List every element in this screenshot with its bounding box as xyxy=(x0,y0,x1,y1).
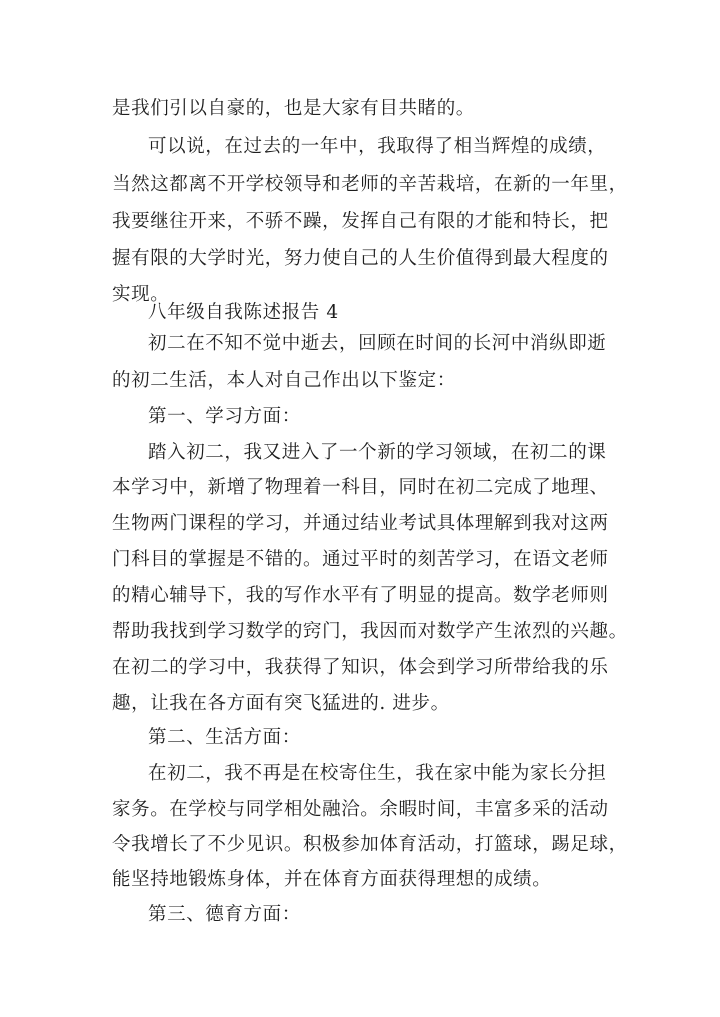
subsection-heading: 第二、生活方面： xyxy=(148,727,301,748)
text-line: 是我们引以自豪的，也是大家有目共睹的。 xyxy=(112,98,475,119)
text-line: 能坚持地锻炼身体，并在体育方面获得理想的成绩。 xyxy=(112,869,552,890)
text-line: 的精心辅导下，我的写作水平有了明显的提高。数学老师则 xyxy=(112,585,609,606)
text-line: 踏入初二，我又进入了一个新的学习领域，在初二的课 xyxy=(148,442,607,463)
section-heading: 八年级自我陈述报告 4 xyxy=(148,302,339,323)
text-line: 在初二的学习中，我获得了知识，体会到学习所带给我的乐 xyxy=(112,657,609,678)
text-line: 握有限的大学时光，努力使自己的人生价值得到最大程度的 xyxy=(112,248,609,269)
subsection-heading: 第三、德育方面： xyxy=(148,904,301,925)
text-line: 令我增长了不少见识。积极参加体育活动，打篮球，踢足球， xyxy=(112,834,628,855)
text-line: 可以说，在过去的一年中，我取得了相当辉煌的成绩， xyxy=(148,136,607,157)
text-line: 门科目的掌握是不错的。通过平时的刻苦学习，在语文老师 xyxy=(112,549,609,570)
text-line: 家务。在学校与同学相处融洽。余暇时间，丰富多采的活动 xyxy=(112,799,609,820)
text-line: 帮助我找到学习数学的窍门，我因而对数学产生浓烈的兴趣。 xyxy=(112,621,628,642)
text-line: 趣，让我在各方面有突飞猛进的. 进步。 xyxy=(112,693,450,714)
text-line: 当然这都离不开学校领导和老师的辛苦栽培，在新的一年里， xyxy=(112,174,628,195)
text-line: 的初二生活，本人对自己作出以下鉴定： xyxy=(112,370,456,391)
text-line: 在初二，我不再是在校寄住生，我在家中能为家长分担 xyxy=(148,763,607,784)
text-line: 实现。 xyxy=(112,284,170,305)
text-line: 我要继往开来，不骄不躁，发挥自己有限的才能和特长，把 xyxy=(112,211,609,232)
text-line: 生物两门课程的学习，并通过结业考试具体理解到我对这两 xyxy=(112,513,609,534)
subsection-heading: 第一、学习方面： xyxy=(148,406,301,427)
text-line: 本学习中，新增了物理着一科目，同时在初二完成了地理、 xyxy=(112,477,609,498)
text-line: 初二在不知不觉中逝去，回顾在时间的长河中消纵即逝 xyxy=(148,333,607,354)
